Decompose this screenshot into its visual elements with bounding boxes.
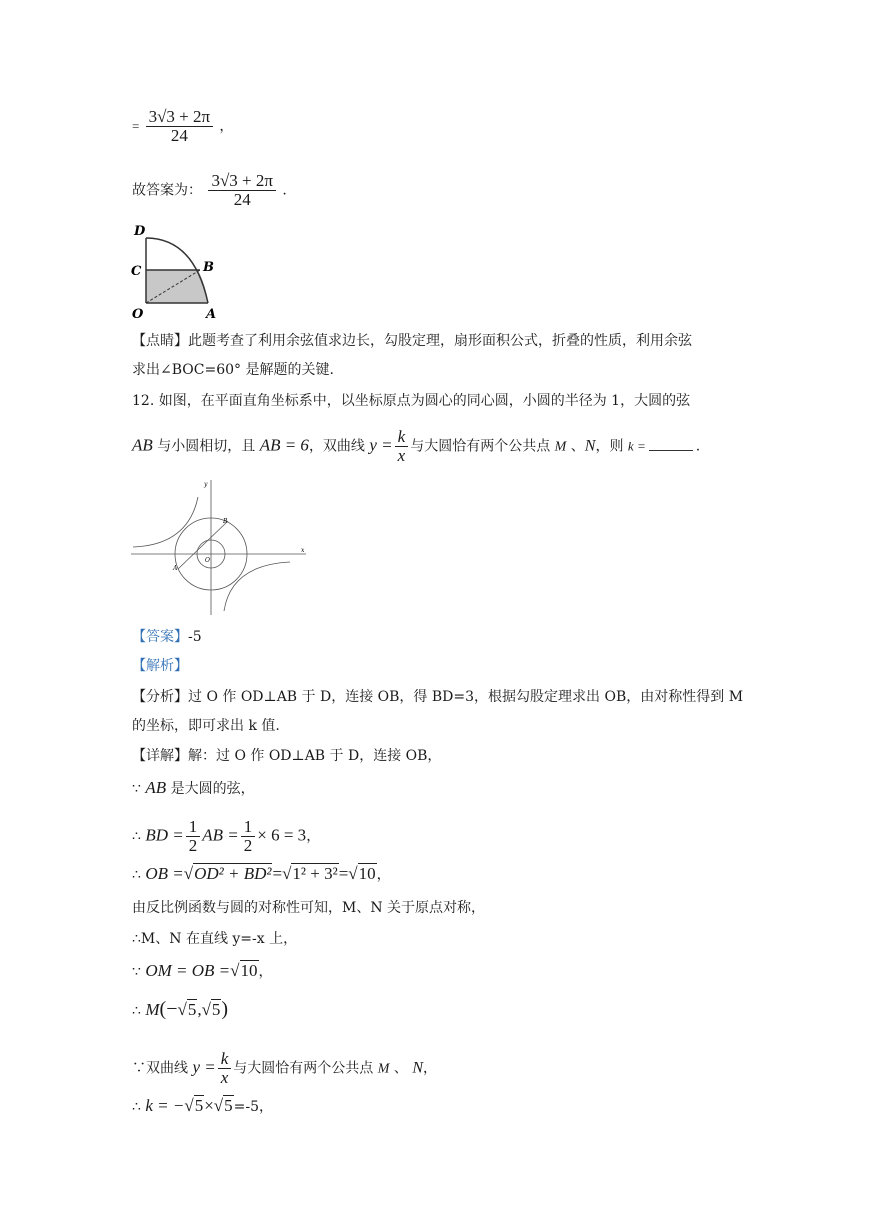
fraction-k-over-x	[395, 428, 409, 465]
math-AB: AB	[132, 435, 153, 455]
text: =-5，	[233, 1099, 274, 1115]
math-OM-eq: OM = OB =	[145, 961, 231, 980]
punct: ，	[219, 119, 234, 135]
fraction-numerator: k	[218, 1050, 232, 1069]
label-C: C	[131, 264, 142, 279]
equals: =	[338, 864, 349, 883]
equals: =	[272, 864, 283, 883]
question-12-line-1: 12. 如图，在平面直角坐标系中，以坐标原点为圆心的同心圆，小圆的半径为 1，大圆的弦	[132, 393, 691, 409]
sqrt-radicand: 10	[358, 864, 376, 883]
step-8	[132, 1050, 437, 1087]
fraction-denominator: x	[397, 446, 406, 465]
label-O: O	[205, 557, 210, 564]
sqrt-radicand: 1² + 3²	[292, 864, 338, 883]
fraction-denominator: 24	[233, 190, 251, 209]
step-9: ∴ k = −√5×√5=-5，	[132, 1096, 274, 1115]
math-N: N	[412, 1059, 423, 1077]
math-y: y =	[369, 435, 393, 455]
step-4: 由反比例函数与圆的对称性可知，M、N 关于原点对称，	[132, 900, 486, 916]
punct: ，	[376, 867, 391, 883]
punct: .	[282, 182, 287, 199]
punct: ，	[422, 1060, 437, 1077]
therefore-symbol: ∴	[132, 1099, 146, 1115]
punct: ，	[306, 828, 321, 845]
fraction-numerator: 3√3 + 2π	[208, 172, 276, 191]
jiexi-tag: 【解析】	[132, 658, 188, 674]
fenxi-line-1: 【分析】过 O 作 OD⊥AB 于 D，连接 OB，得 BD=3，根据勾股定理求出 OB，由对称性得到 M	[132, 689, 744, 705]
text: ，则	[595, 438, 628, 455]
result-line	[132, 108, 233, 145]
text: 、	[389, 1060, 413, 1077]
text: 与小圆相切，且	[152, 438, 260, 455]
fraction-denominator: x	[220, 1068, 229, 1087]
result-fraction	[146, 108, 214, 145]
punct: ，	[258, 964, 273, 980]
math-AB-eq: AB =	[202, 825, 239, 845]
times: ×	[204, 1096, 214, 1115]
answer-row	[132, 627, 202, 647]
equals-sign: =	[132, 118, 140, 134]
math-AB: AB	[145, 778, 167, 797]
therefore-symbol: ∴	[132, 828, 146, 845]
fraction-numerator: 1	[186, 818, 201, 837]
math-M: M	[377, 1061, 390, 1077]
math-k-eq: k =	[627, 438, 646, 454]
sqrt-radicand: 5	[224, 1096, 233, 1115]
math-N: N	[584, 437, 596, 455]
fraction-numerator: 1	[241, 818, 256, 837]
label-B: B	[223, 518, 228, 525]
text: 与大圆恰有两个公共点	[410, 438, 555, 455]
question-12-line-2	[132, 428, 700, 465]
math-OB-eq: OB =	[145, 864, 184, 883]
step-6: ∵ OM = OB =√10，	[132, 961, 273, 980]
label-D: D	[134, 224, 146, 239]
step-3: ∴ OB =√OD² + BD²=√1² + 3²=√10，	[132, 864, 391, 883]
label-A: A	[173, 565, 178, 572]
text: ∵双曲线	[132, 1060, 193, 1077]
dianjing-line-2: 求出∠BOC=60° 是解题的关键.	[132, 362, 334, 378]
answer-blank	[649, 438, 693, 451]
math-AB-eq: AB = 6	[259, 435, 309, 455]
text: ，双曲线	[308, 438, 370, 455]
text: 、	[566, 438, 585, 455]
therefore-symbol: ∴	[132, 1003, 146, 1019]
step-5: ∴M、N 在直线 y=-x 上，	[132, 931, 298, 947]
sqrt-radicand: 5	[187, 1000, 197, 1019]
math-times-six: × 6 = 3	[257, 825, 307, 845]
because-symbol: ∵	[132, 781, 146, 797]
sqrt-radicand: 5	[211, 1000, 221, 1019]
fraction-numerator: 3√3 + 2π	[146, 108, 214, 127]
fraction-denominator: 24	[170, 126, 188, 145]
sector-figure	[128, 222, 228, 322]
fraction-half	[241, 818, 256, 855]
answer-line	[132, 172, 287, 209]
label-x: x	[301, 547, 305, 554]
therefore-symbol: ∴	[132, 867, 146, 883]
answer-label: 故答案为：	[132, 182, 202, 199]
label-B: B	[203, 260, 214, 275]
comma: ,	[197, 1000, 202, 1019]
punct: .	[695, 438, 701, 455]
paren-close: )	[221, 998, 229, 1020]
text: 是大圆的弦，	[166, 781, 255, 797]
step-2	[132, 818, 320, 855]
paren-open: (−	[159, 998, 178, 1020]
fraction-denominator: 2	[243, 836, 253, 855]
text: 与大圆恰有两个公共点	[233, 1060, 378, 1077]
fraction-half	[186, 818, 201, 855]
math-M: M	[554, 439, 567, 455]
step-1	[132, 778, 255, 799]
because-symbol: ∵	[132, 964, 146, 980]
dianjing-line-1: 【点睛】此题考查了利用余弦值求边长，勾股定理，扇形面积公式，折叠的性质，利用余弦	[132, 333, 692, 349]
math-BD-eq: BD =	[145, 825, 184, 845]
label-O: O	[132, 307, 144, 322]
answer-fraction	[208, 172, 276, 209]
answer-tag: 【答案】	[132, 629, 188, 645]
xiangjie-line: 【详解】解：过 O 作 OD⊥AB 于 D，连接 OB，	[132, 748, 442, 764]
fraction-denominator: 2	[188, 836, 198, 855]
answer-value: -5	[188, 629, 202, 645]
fraction-numerator: k	[395, 428, 409, 447]
fenxi-line-2: 的坐标，即可求出 k 值.	[132, 718, 280, 734]
sqrt-radicand: OD² + BD²	[194, 864, 272, 883]
step-7: ∴ M(−√5,√5)	[132, 998, 229, 1020]
sqrt-radicand: 5	[194, 1096, 204, 1115]
coordinate-figure	[128, 477, 310, 617]
fraction-k-over-x	[218, 1050, 232, 1087]
math-y: y =	[192, 1057, 216, 1077]
math-M: M	[145, 1000, 160, 1019]
math-k-eq: k = −	[145, 1096, 185, 1115]
sqrt-radicand: 10	[240, 961, 258, 980]
label-y: y	[204, 481, 208, 488]
label-A: A	[206, 307, 217, 322]
